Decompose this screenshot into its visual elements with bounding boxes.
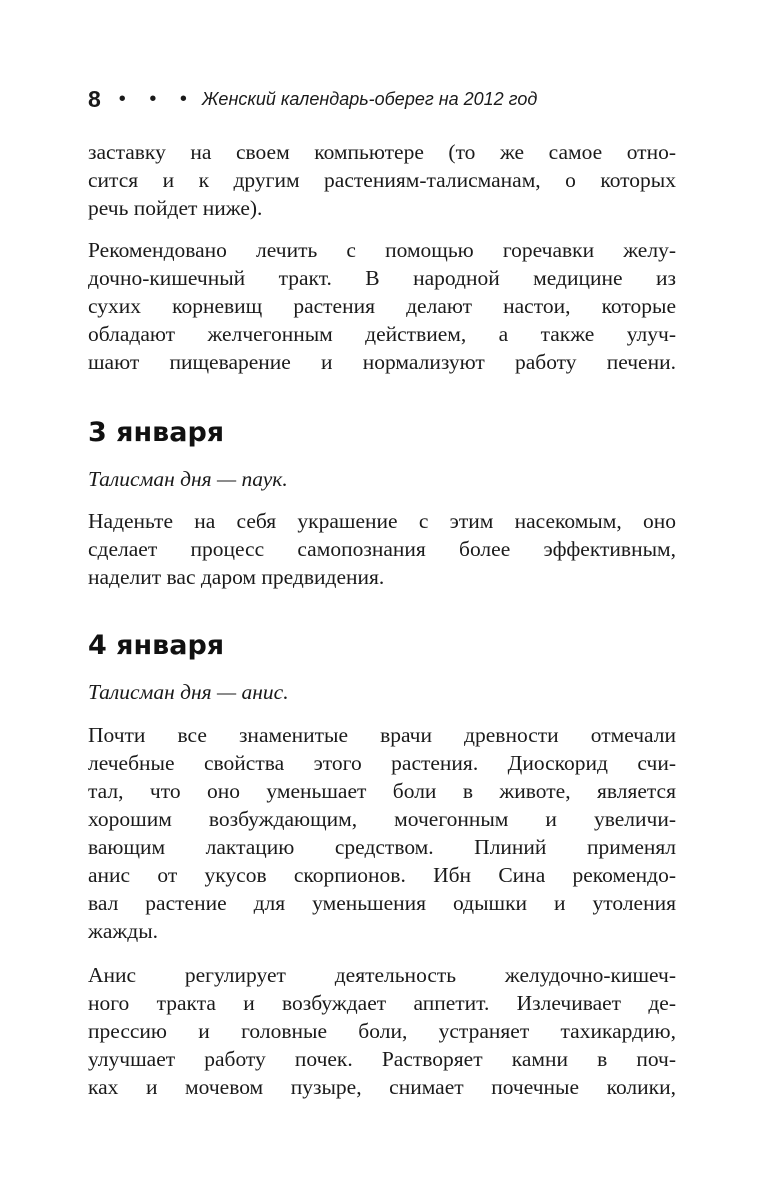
text-line: обладают желчегонным действием, а также улуч- [88, 322, 676, 346]
talisman-line: Талисман дня — анис. [88, 680, 289, 704]
text-line: улучшает работу почек. Растворяет камни в поч- [88, 1047, 676, 1071]
text-line: Анис регулирует деятельность желудочно-кишеч- [88, 963, 676, 987]
header-dots: • • • [118, 88, 196, 110]
text-line: вал растение для уменьшения одышки и утоления [88, 891, 676, 915]
text-line: лечебные свойства этого растения. Диоскорид счи- [88, 751, 676, 775]
text-line: Наденьте на себя украшение с этим насекомым, оно [88, 509, 676, 533]
text-line: анис от укусов скорпионов. Ибн Сина рекомендо- [88, 863, 676, 887]
text-line: Рекомендовано лечить с помощью горечавки желу- [88, 238, 676, 262]
text-line: тал, что оно уменьшает боли в животе, является [88, 779, 676, 803]
text-line: дочно-кишечный тракт. В народной медицине из [88, 266, 676, 290]
text-line: вающим лактацию средством. Плиний применял [88, 835, 676, 859]
text-line: ного тракта и возбуждает аппетит. Излечивает де- [88, 991, 676, 1015]
text-line: заставку на своем компьютере (то же самое отно- [88, 140, 676, 164]
running-header [88, 86, 537, 113]
running-title: Женский календарь-оберег на 2012 год [201, 89, 538, 109]
section-heading: 4 января [88, 630, 225, 661]
text-line: жажды. [88, 919, 159, 943]
section-heading: 3 января [88, 417, 225, 448]
text-line: шают пищеварение и нормализуют работу печени. [88, 350, 676, 374]
page-number: 8 [88, 86, 101, 112]
text-line: сухих корневищ растения делают настои, которые [88, 294, 676, 318]
text-line: сделает процесс самопознания более эффективным, [88, 537, 676, 561]
text-line: прессию и головные боли, устраняет тахикардию, [88, 1019, 676, 1043]
text-line: хорошим возбуждающим, мочегонным и увеличи- [88, 807, 676, 831]
text-line: наделит вас даром предвидения. [88, 565, 385, 589]
text-line: речь пойдет ниже). [88, 196, 263, 220]
talisman-line: Талисман дня — паук. [88, 467, 288, 491]
text-line: Почти все знаменитые врачи древности отмечали [88, 723, 676, 747]
text-line: сится и к другим растениям-талисманам, о которых [88, 168, 676, 192]
text-line: ках и мочевом пузыре, снимает почечные колики, [88, 1075, 676, 1099]
